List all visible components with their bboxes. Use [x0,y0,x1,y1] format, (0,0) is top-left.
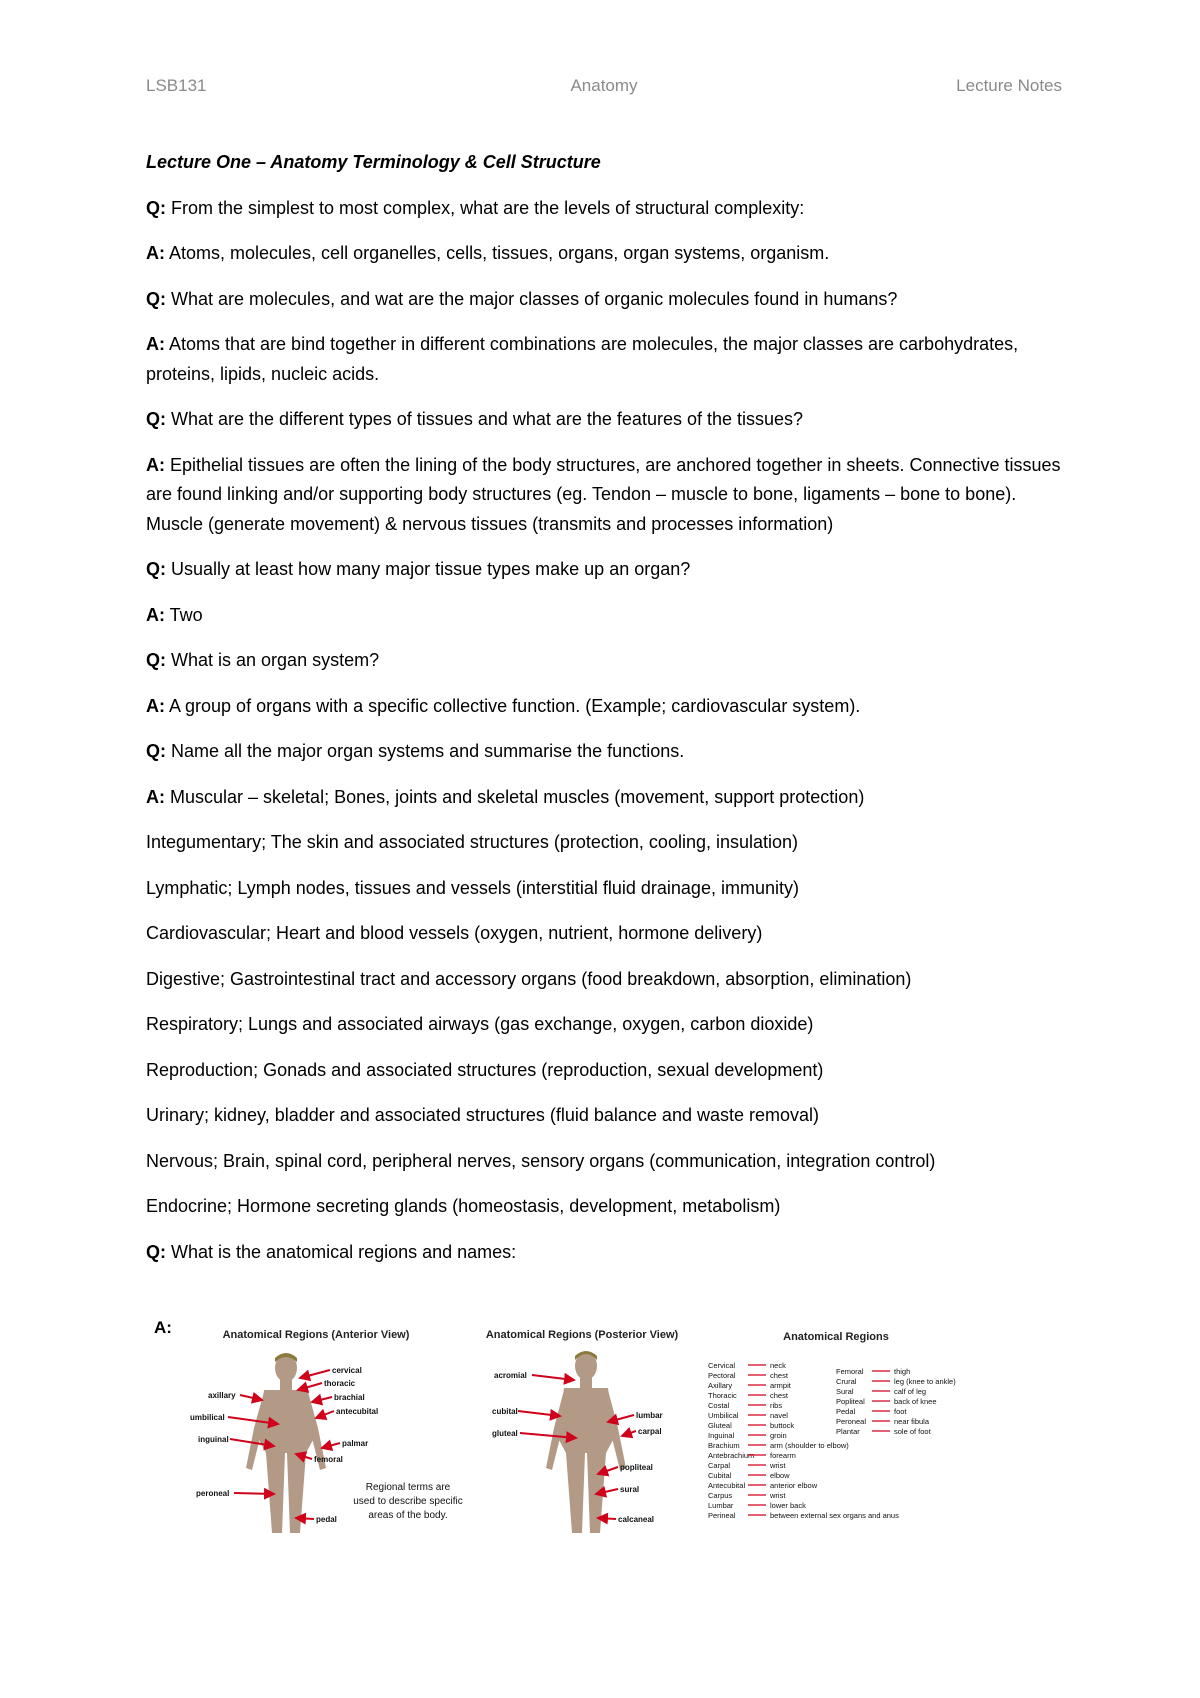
region-meaning: buttock [770,1421,795,1430]
region-term: Popliteal [836,1397,865,1406]
qa-text: Epithelial tissues are often the lining of the body structures, are anchored together in sheets. Connective tissues are found linking and/or supporting body structures (eg. Tendon – muscle to bone, ligaments – bone to bone). Muscle (generate movement) & nervous tissues (transmits and processes information) [146,454,1061,534]
region-meaning: armpit [770,1381,791,1390]
header-course: LSB131 [146,76,207,95]
header-subject: Anatomy [570,76,638,95]
qa-text: What are molecules, and wat are the major classes of organic molecules found in humans? [166,288,898,309]
organ-system-item: Endocrine; Hormone secreting glands (homeostasis, development, metabolism) [146,1196,781,1216]
region-label: palmar [342,1439,369,1448]
qa-paragraph [146,692,1066,722]
region-meaning: forearm [770,1451,796,1460]
region-term: Carpus [708,1491,733,1500]
region-term: Peroneal [836,1417,867,1426]
organ-system-item: Urinary; kidney, bladder and associated structures (fluid balance and waste removal) [146,1105,820,1125]
anatomical-regions-figures [146,1318,1066,1558]
lecture-title: Lecture One – Anatomy Terminology & Cell Structure [146,152,601,172]
region-term: Carpal [708,1461,731,1470]
qa-label: Q: [146,741,166,761]
region-meaning: elbow [770,1471,790,1480]
region-meaning: sole of foot [894,1427,931,1436]
qa-paragraph [146,239,1066,269]
qa-paragraph [146,646,1066,676]
note-line: areas of the body. [368,1510,448,1521]
region-term: Sural [836,1387,854,1396]
region-label: gluteal [492,1429,518,1438]
qa-text: Muscular – skeletal; Bones, joints and skeletal muscles (movement, support protection) [165,786,865,807]
region-arrow [532,1375,574,1380]
region-meaning: back of knee [894,1397,937,1406]
qa-label: Q: [146,409,166,429]
qa-paragraph [146,285,1066,315]
qa-label: Q: [146,1241,166,1262]
region-term: Cervical [708,1361,736,1370]
qa-label: A: [146,786,165,807]
region-term: Umbilical [708,1411,739,1420]
region-meaning: arm (shoulder to elbow) [770,1441,849,1450]
qa-paragraph [146,555,1066,585]
anterior-title: Anatomical Regions (Anterior View) [222,1329,410,1341]
header-type: Lecture Notes [956,76,1062,95]
qa-label: A: [146,334,165,354]
regions-table [708,1331,956,1520]
region-term: Antebrachium [708,1451,755,1460]
answer-label: A: [154,1318,172,1337]
region-meaning: neck [770,1361,786,1370]
qa-text: A group of organs with a specific collective function. (Example; cardiovascular system). [165,695,861,716]
region-label: inguinal [198,1435,229,1444]
organ-system-item: Lymphatic; Lymph nodes, tissues and vessels (interstitial fluid drainage, immunity) [146,877,799,898]
note-line: used to describe specific [353,1496,463,1507]
qa-label: Q: [146,650,166,670]
qa-text: What are the different types of tissues and what are the features of the tissues? [166,409,804,429]
qa-label: Q: [146,288,166,309]
region-label: lumbar [636,1411,663,1420]
qa-label: A: [146,243,165,263]
anterior-note [353,1482,463,1521]
region-meaning: navel [770,1411,788,1420]
region-meaning: wrist [770,1461,786,1470]
region-term: Inguinal [708,1431,735,1440]
region-term: Crural [836,1377,857,1386]
region-arrow [316,1411,334,1418]
page-header [146,76,1062,100]
qa-paragraph [146,451,1066,540]
qa-label: A: [146,454,165,475]
region-term: Brachium [708,1441,740,1450]
table-title: Anatomical Regions [783,1331,889,1343]
qa-text: What is an organ system? [166,650,380,670]
region-arrow [598,1518,616,1519]
posterior-body-silhouette [546,1352,626,1533]
final-question [146,1238,1066,1268]
region-arrow [240,1395,262,1400]
region-meaning: anterior elbow [770,1481,818,1490]
organ-system-item: Nervous; Brain, spinal cord, peripheral nerves, sensory organs (communication, integration control) [146,1150,936,1171]
region-label: axillary [208,1391,236,1400]
region-label: femoral [314,1455,343,1464]
region-meaning: near fibula [894,1417,930,1426]
qa-text: From the simplest to most complex, what are the levels of structural complexity: [166,197,805,218]
region-term: Plantar [836,1427,860,1436]
organ-system-item: Reproduction; Gonads and associated structures (reproduction, sexual development) [146,1059,824,1080]
region-label: antecubital [336,1407,379,1416]
organ-system-item: Digestive; Gastrointestinal tract and accessory organs (food breakdown, absorption, elimination) [146,968,912,989]
region-label: umbilical [190,1413,225,1422]
qa-list [146,194,1066,813]
region-meaning: leg (knee to ankle) [894,1377,956,1386]
region-arrow [622,1431,636,1436]
region-meaning: chest [770,1391,788,1400]
organ-systems-list [146,828,1066,1222]
region-label: thoracic [324,1379,356,1388]
region-meaning: wrist [770,1491,786,1500]
region-arrow [322,1443,340,1448]
qa-label: Q: [146,197,166,218]
region-term: Gluteal [708,1421,732,1430]
region-term: Pedal [836,1407,856,1416]
region-label: peroneal [196,1489,230,1498]
qa-paragraph [146,737,1066,767]
region-label: carpal [638,1427,662,1436]
region-term: Pectoral [708,1371,736,1380]
qa-label: A: [146,604,165,625]
region-meaning: groin [770,1431,787,1440]
region-term: Lumbar [708,1501,734,1510]
qa-paragraph [146,194,1066,224]
region-label: popliteal [620,1463,653,1472]
qa-paragraph [146,405,1066,435]
region-arrow [234,1493,274,1494]
region-meaning: between external sex organs and anus [770,1511,899,1520]
region-term: Cubital [708,1471,732,1480]
qa-label: A: [146,695,165,716]
region-label: sural [620,1485,640,1494]
region-term: Femoral [836,1367,864,1376]
organ-system-item: Cardiovascular; Heart and blood vessels (oxygen, nutrient, hormone delivery) [146,923,763,943]
qa-text: Atoms, molecules, cell organelles, cells, tissues, organs, organ systems, organism. [165,243,830,263]
region-term: Perineal [708,1511,736,1520]
region-arrow [296,1518,314,1519]
qa-text: Atoms that are bind together in different combinations are molecules, the major classes are carbohydrates, proteins, lipids, nucleic acids. [146,334,1019,384]
region-meaning: ribs [770,1401,783,1410]
note-line: Regional terms are [365,1482,451,1493]
region-label: brachial [334,1393,365,1402]
anterior-figure [190,1329,463,1533]
qa-paragraph [146,601,1066,631]
region-label: cervical [332,1366,362,1375]
region-arrow [518,1411,560,1416]
qa-label: Q: [146,559,166,579]
posterior-figure [486,1329,679,1533]
region-arrow [298,1383,322,1390]
region-label: pedal [316,1515,337,1524]
region-label: calcaneal [618,1515,655,1524]
qa-text: Usually at least how many major tissue types make up an organ? [166,559,691,579]
organ-system-item: Respiratory; Lungs and associated airways (gas exchange, oxygen, carbon dioxide) [146,1014,814,1034]
region-meaning: thigh [894,1367,911,1376]
region-term: Axillary [708,1381,733,1390]
region-label: cubital [492,1407,518,1416]
region-meaning: lower back [770,1501,806,1510]
region-term: Thoracic [708,1391,737,1400]
region-arrow [312,1397,332,1402]
organ-system-item: Integumentary; The skin and associated structures (protection, cooling, insulation) [146,832,799,852]
posterior-title: Anatomical Regions (Posterior View) [485,1329,679,1341]
qa-paragraph [146,783,1066,813]
region-term: Antecubital [708,1481,746,1490]
qa-text: What is the anatomical regions and names: [166,1241,517,1262]
region-meaning: foot [894,1407,907,1416]
region-meaning: calf of leg [894,1387,927,1396]
region-arrow [300,1370,330,1378]
region-term: Costal [708,1401,730,1410]
qa-text: Name all the major organ systems and summarise the functions. [166,741,685,761]
qa-text: Two [165,604,203,625]
qa-paragraph [146,330,1066,389]
region-label: acromial [494,1371,527,1380]
document-body [146,148,1066,1283]
region-meaning: chest [770,1371,788,1380]
figures-svg [146,1318,1066,1558]
